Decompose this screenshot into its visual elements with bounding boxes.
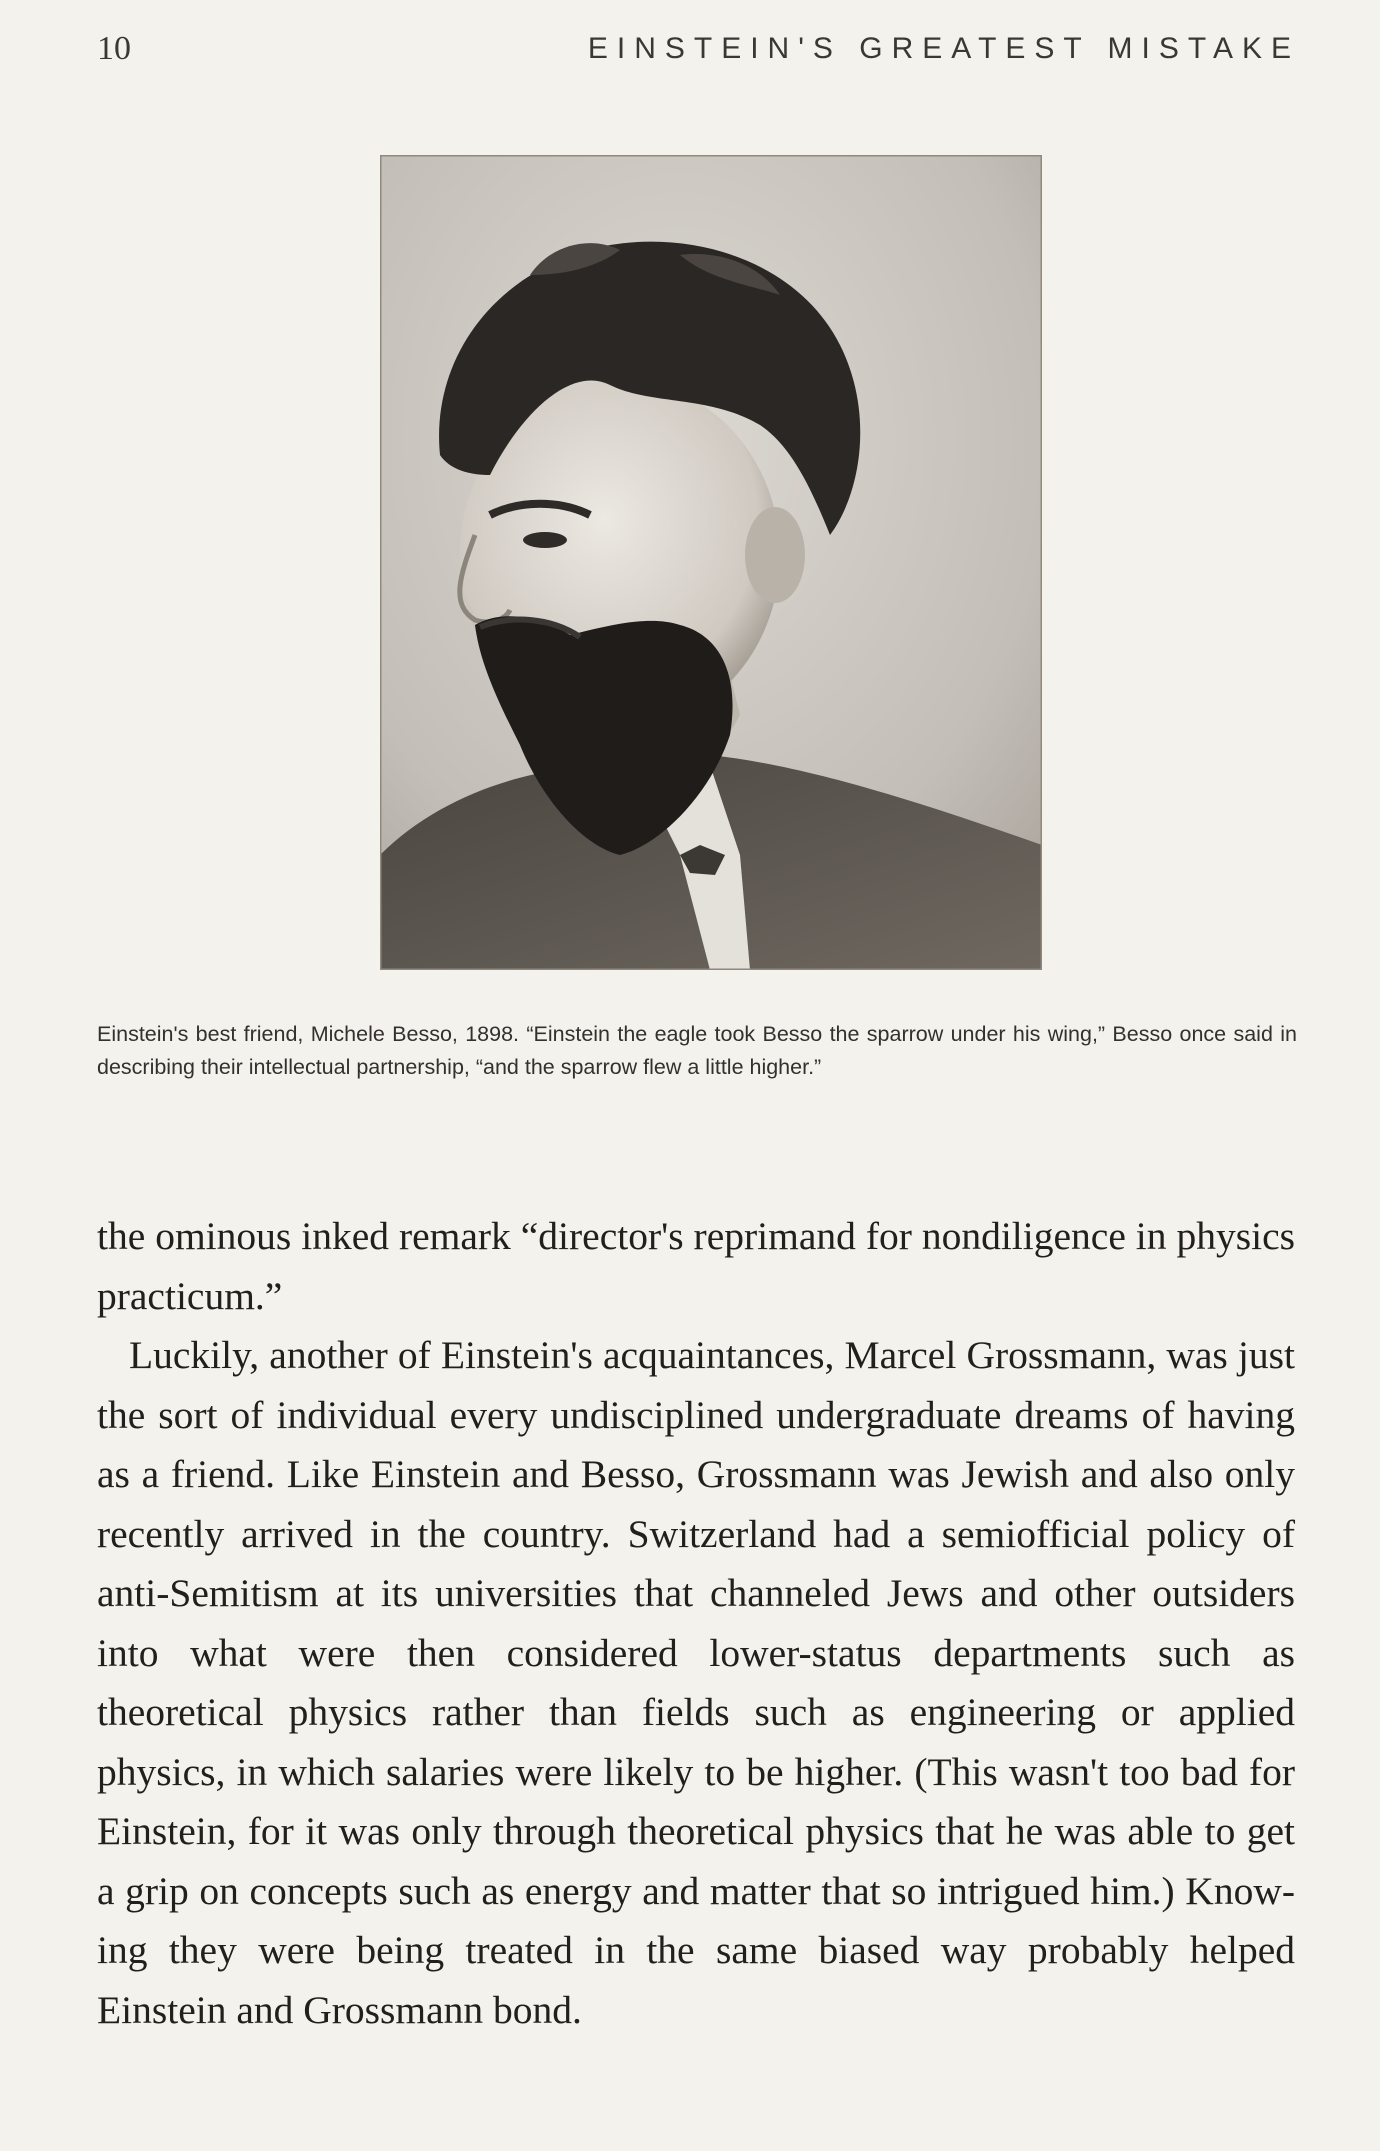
paragraph: Luckily, another of Einstein's acquaintances, Marcel Grossmann, was just the sort of individual every undisciplined undergraduate dreams of having as a friend. Like Einstein and Besso, Grossmann was Jewish and also only recently arrived in the country. Switzerland had a semiofficial policy of anti-Semitism at its universities that channeled Jews and other outsiders into what were then considered lower-status departments such as theoretical physics rather than fields such as engineering or applied physics, in which salaries were likely to be higher. (This wasn't too bad for Einstein, for it was only through theoretical physics that he was able to get a grip on concepts such as energy and matter that so intrigued him.) Knowing they were being treated in the same biased way probably helped Einstein and Grossmann bond. — [97, 1333, 1295, 2032]
portrait-photo-image — [380, 155, 1042, 970]
body-text — [97, 1207, 1295, 2040]
paragraph: the ominous inked remark “director's reprimand for nondiligence in physics practicum.” — [97, 1214, 1295, 1318]
photo-caption: Einstein's best friend, Michele Besso, 1898. “Einstein the eagle took Besso the sparrow under his wing,” Besso once said in describing their intellectual partnership, “and the sparrow flew a little higher.” — [97, 1022, 1297, 1079]
page-number: 10 — [97, 30, 131, 67]
running-head: EINSTEIN'S GREATEST MISTAKE — [587, 32, 1300, 65]
portrait-photo — [380, 155, 1042, 970]
